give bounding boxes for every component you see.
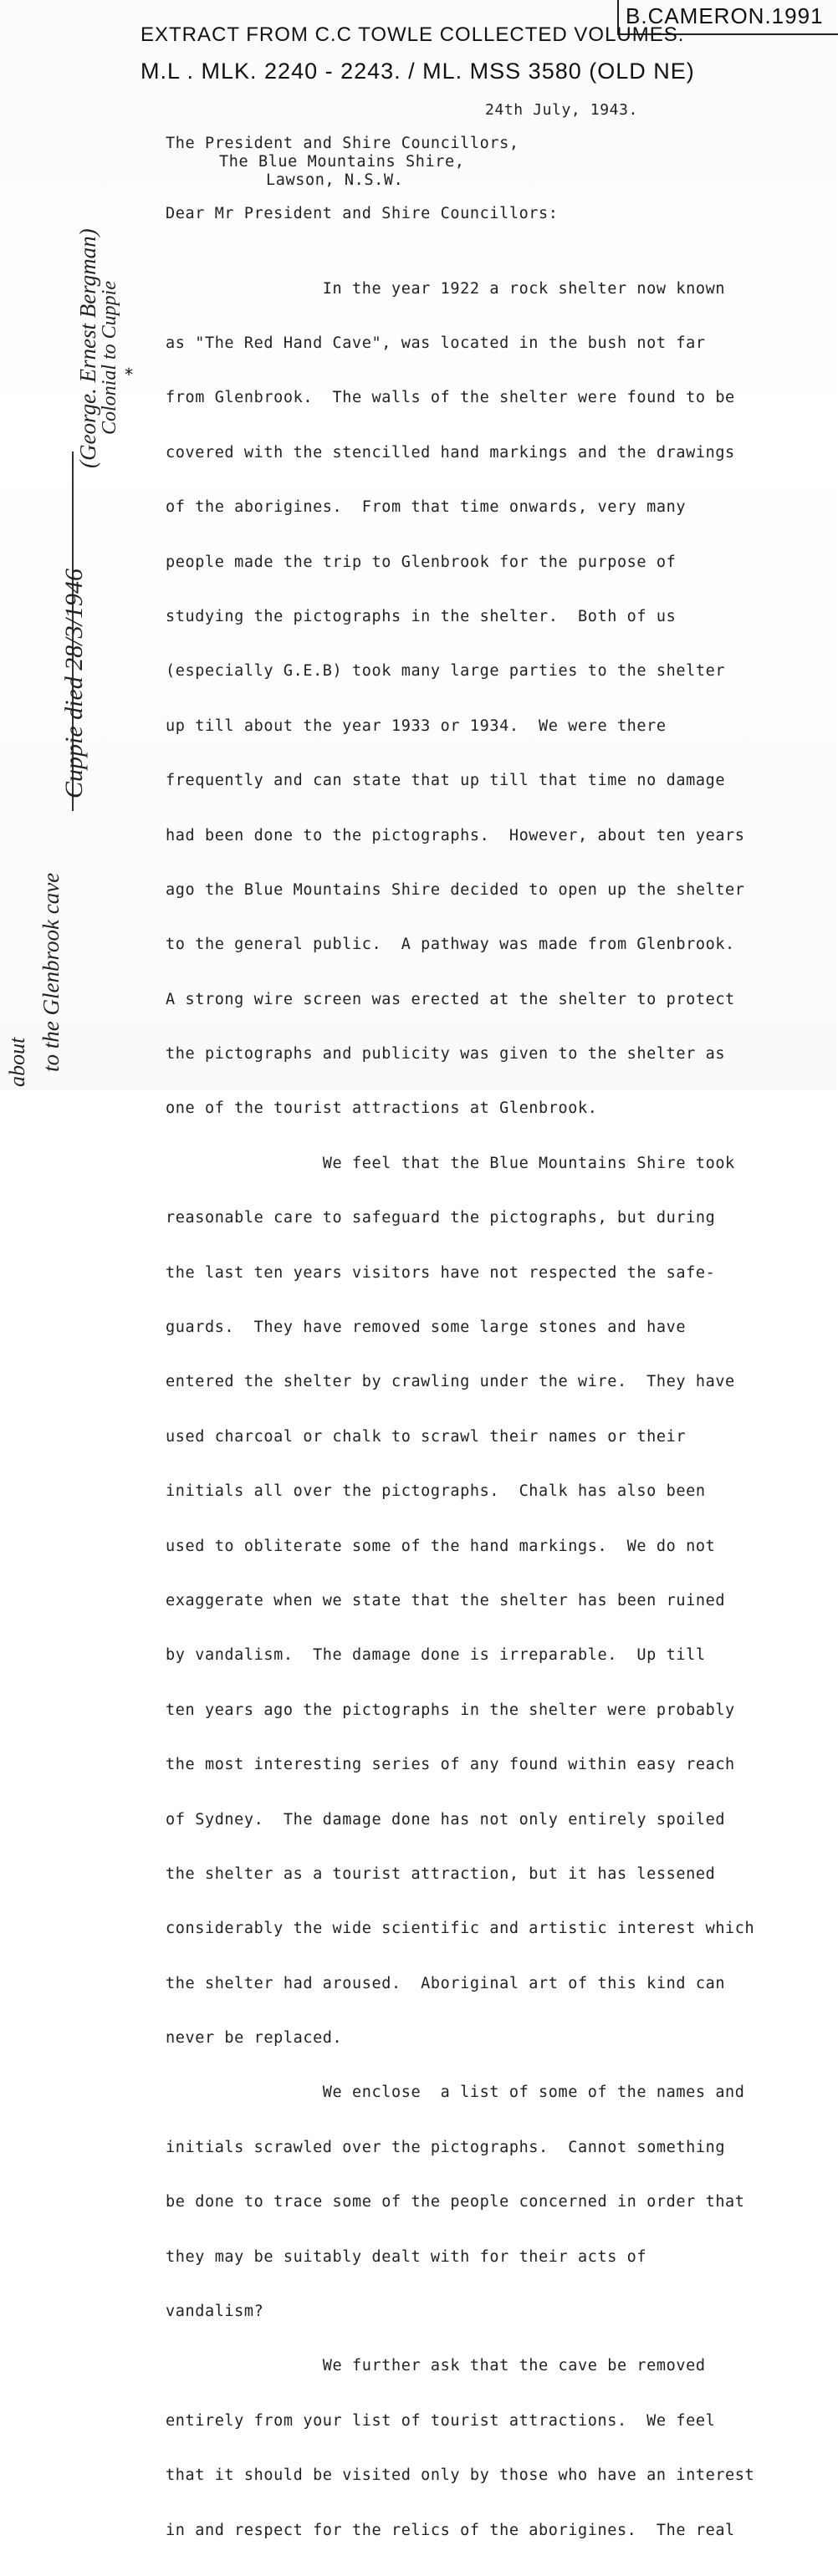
margin-note-glenbrook: to the Glenbrook cave xyxy=(38,872,64,1072)
margin-note-george: (George. Ernest Bergman) xyxy=(75,228,100,468)
body-line: exaggerate when we state that the shelter has been ruined xyxy=(166,1591,726,1609)
letter-body xyxy=(166,243,810,2576)
body-line: the last ten years visitors have not respected the safe- xyxy=(166,1263,716,1282)
body-line: initials all over the pictographs. Chalk has also been xyxy=(166,1482,706,1501)
body-line: covered with the stencilled hand markings and the drawings xyxy=(166,443,735,462)
handwritten-catalogue-ref: M.L . MLK. 2240 - 2243. / ML. MSS 3580 (OLD NE) xyxy=(141,59,695,84)
body-line: frequently and can state that up till that time no damage xyxy=(166,772,726,790)
body-line: had been done to the pictographs. However, about ten years xyxy=(166,826,745,844)
address-line: The President and Shire Councillors, xyxy=(166,135,519,152)
letter-date: 24th July, 1943. xyxy=(485,101,638,119)
handwritten-extract-ref: EXTRACT FROM C.C TOWLE COLLECTED VOLUMES. xyxy=(141,23,685,46)
address-line: Lawson, N.S.W. xyxy=(266,171,404,189)
margin-note-cuppie: Cuppie died 28/3/1946 xyxy=(60,569,88,798)
body-line: never be replaced. xyxy=(166,2029,343,2048)
salutation: Dear Mr President and Shire Councillors: xyxy=(166,205,559,222)
body-line: initials scrawled over the pictographs. Cannot something xyxy=(166,2138,726,2156)
body-line: ago the Blue Mountains Shire decided to open up the shelter xyxy=(166,880,745,899)
body-line: the most interesting series of any found within easy reach xyxy=(166,1756,735,1774)
handwritten-corner-ref: B.CAMERON.1991 xyxy=(626,3,824,28)
margin-note-about: about xyxy=(5,1037,29,1087)
body-line: We further ask that the cave be removed xyxy=(166,2357,706,2375)
body-line: ten years ago the pictographs in the shelter were probably xyxy=(166,1701,735,1719)
body-line: of Sydney. The damage done has not only entirely spoiled xyxy=(166,1810,726,1829)
body-line: people made the trip to Glenbrook for the purpose of xyxy=(166,553,677,571)
body-line: of the aborigines. From that time onwards, very many xyxy=(166,498,687,517)
body-line: that it should be visited only by those who have an interest xyxy=(166,2466,755,2485)
margin-note-colonial: Colonial to Cuppie xyxy=(99,280,120,435)
body-line: studying the pictographs in the shelter. Both of us xyxy=(166,607,677,625)
body-line: In the year 1922 a rock shelter now known xyxy=(166,279,726,298)
body-line: We feel that the Blue Mountains Shire took xyxy=(166,1154,735,1172)
body-line: be done to trace some of the people concerned in order that xyxy=(166,2193,745,2211)
body-line: to the general public. A pathway was made from Glenbrook. xyxy=(166,936,735,954)
body-line: by vandalism. The damage done is irreparable. Up till xyxy=(166,1646,706,1665)
body-line: used charcoal or chalk to scrawl their names or their xyxy=(166,1427,687,1446)
body-line: in and respect for the relics of the aborigines. The real xyxy=(166,2521,735,2539)
body-line: entered the shelter by crawling under the wire. They have xyxy=(166,1373,735,1391)
body-line: the shelter had aroused. Aboriginal art of this kind can xyxy=(166,1974,726,1992)
asterisk-mark: * xyxy=(124,365,135,385)
body-line: considerably the wide scientific and artistic interest which xyxy=(166,1920,755,1938)
body-line: We enclose a list of some of the names and xyxy=(166,2084,745,2102)
body-line: one of the tourist attractions at Glenbrook. xyxy=(166,1099,598,1118)
body-line: the pictographs and publicity was given to the shelter as xyxy=(166,1045,726,1064)
body-line: entirely from your list of tourist attractions. We feel xyxy=(166,2411,716,2430)
body-line: (especially G.E.B) took many large parties to the shelter xyxy=(166,662,726,681)
body-line: up till about the year 1933 or 1934. We were there xyxy=(166,717,667,735)
body-line: from Glenbrook. The walls of the shelter were found to be xyxy=(166,389,735,407)
body-line: the shelter as a tourist attraction, but it has lessened xyxy=(166,1864,716,1883)
body-line: reasonable care to safeguard the pictographs, but during xyxy=(166,1209,716,1227)
body-line: as "The Red Hand Cave", was located in the bush not far xyxy=(166,334,706,352)
address-line: The Blue Mountains Shire, xyxy=(219,153,465,171)
body-line: guards. They have removed some large stones and have xyxy=(166,1319,687,1337)
body-line: vandalism? xyxy=(166,2303,264,2321)
body-line: A strong wire screen was erected at the shelter to protect xyxy=(166,990,735,1008)
body-line: used to obliterate some of the hand markings. We do not xyxy=(166,1537,716,1555)
body-line: they may be suitably dealt with for their acts of xyxy=(166,2247,647,2266)
